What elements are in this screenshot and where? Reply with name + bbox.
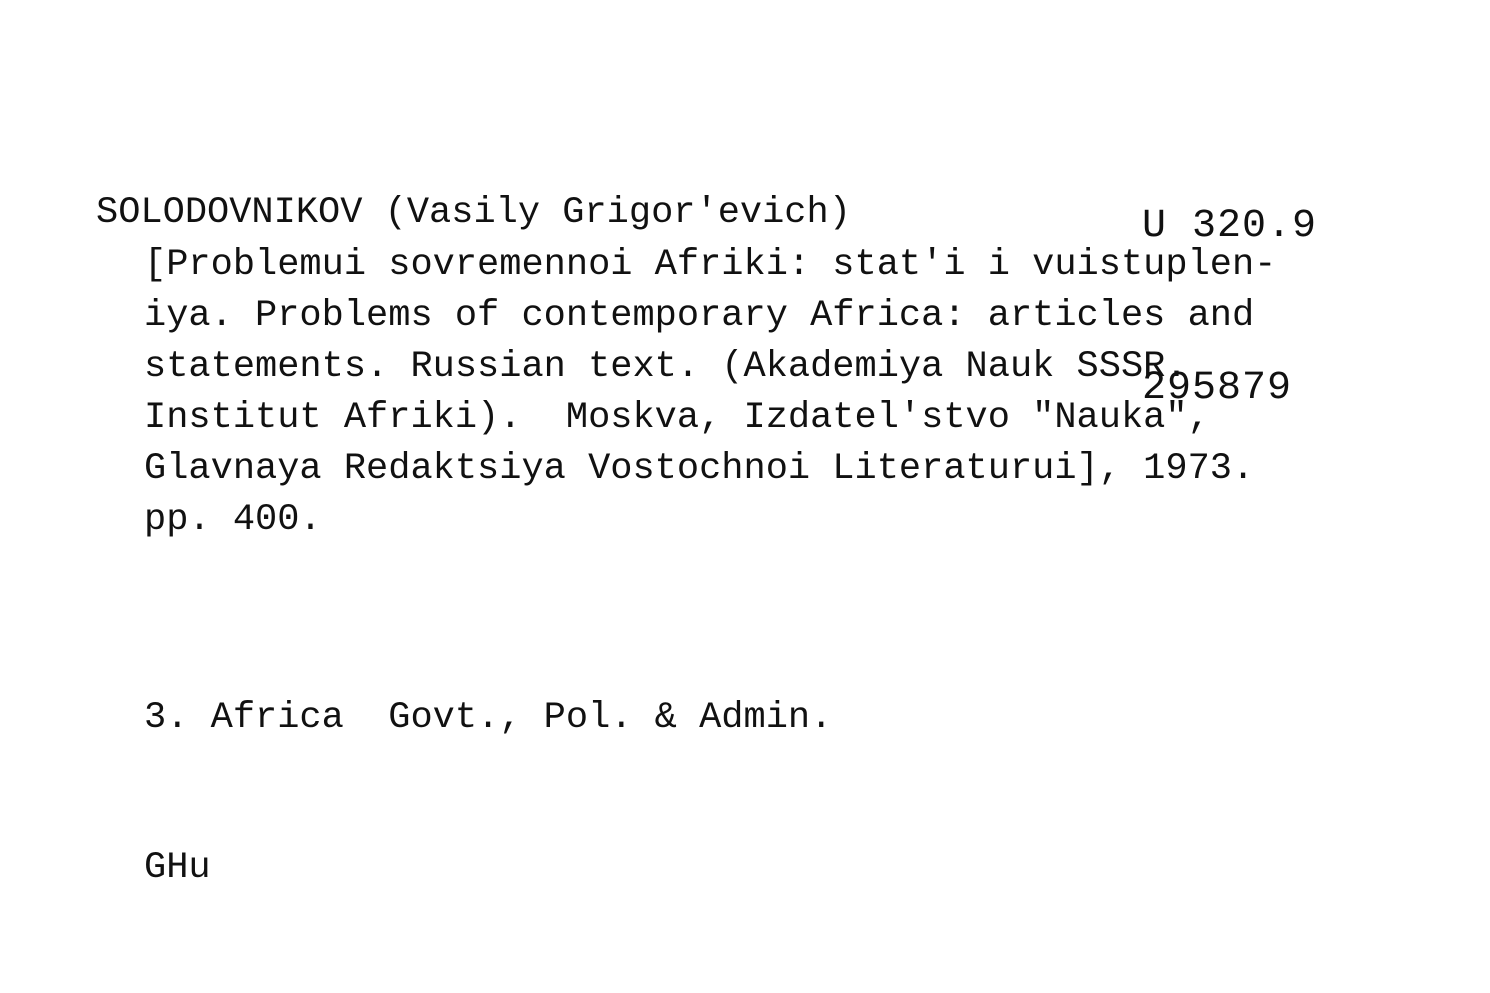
description-line: statements. Russian text. (Akademiya Nauk SSSR. xyxy=(144,346,1188,388)
description-line: Institut Afriki). Moskva, Izdatel'stvo "Nauka", xyxy=(144,397,1210,439)
accession-number: 295879 xyxy=(1142,366,1293,411)
description-line: pp. 400. xyxy=(144,499,322,541)
subject-heading: 3. Africa Govt., Pol. & Admin. xyxy=(144,697,833,739)
bibliographic-description xyxy=(144,240,1276,546)
author-heading: SOLODOVNIKOV (Vasily Grigor'evich) xyxy=(96,192,851,234)
call-number-class: U 320.9 xyxy=(1142,204,1318,249)
description-line: Glavnaya Redaktsiya Vostochnoi Literaturui], 1973. xyxy=(144,448,1255,490)
location-code: GHu xyxy=(144,847,211,889)
subject-block xyxy=(144,593,832,993)
description-line: [Problemui sovremennoi Afriki: stat'i i vuistuplen- xyxy=(144,244,1277,286)
description-line: iya. Problems of contemporary Africa: articles and xyxy=(144,295,1255,337)
